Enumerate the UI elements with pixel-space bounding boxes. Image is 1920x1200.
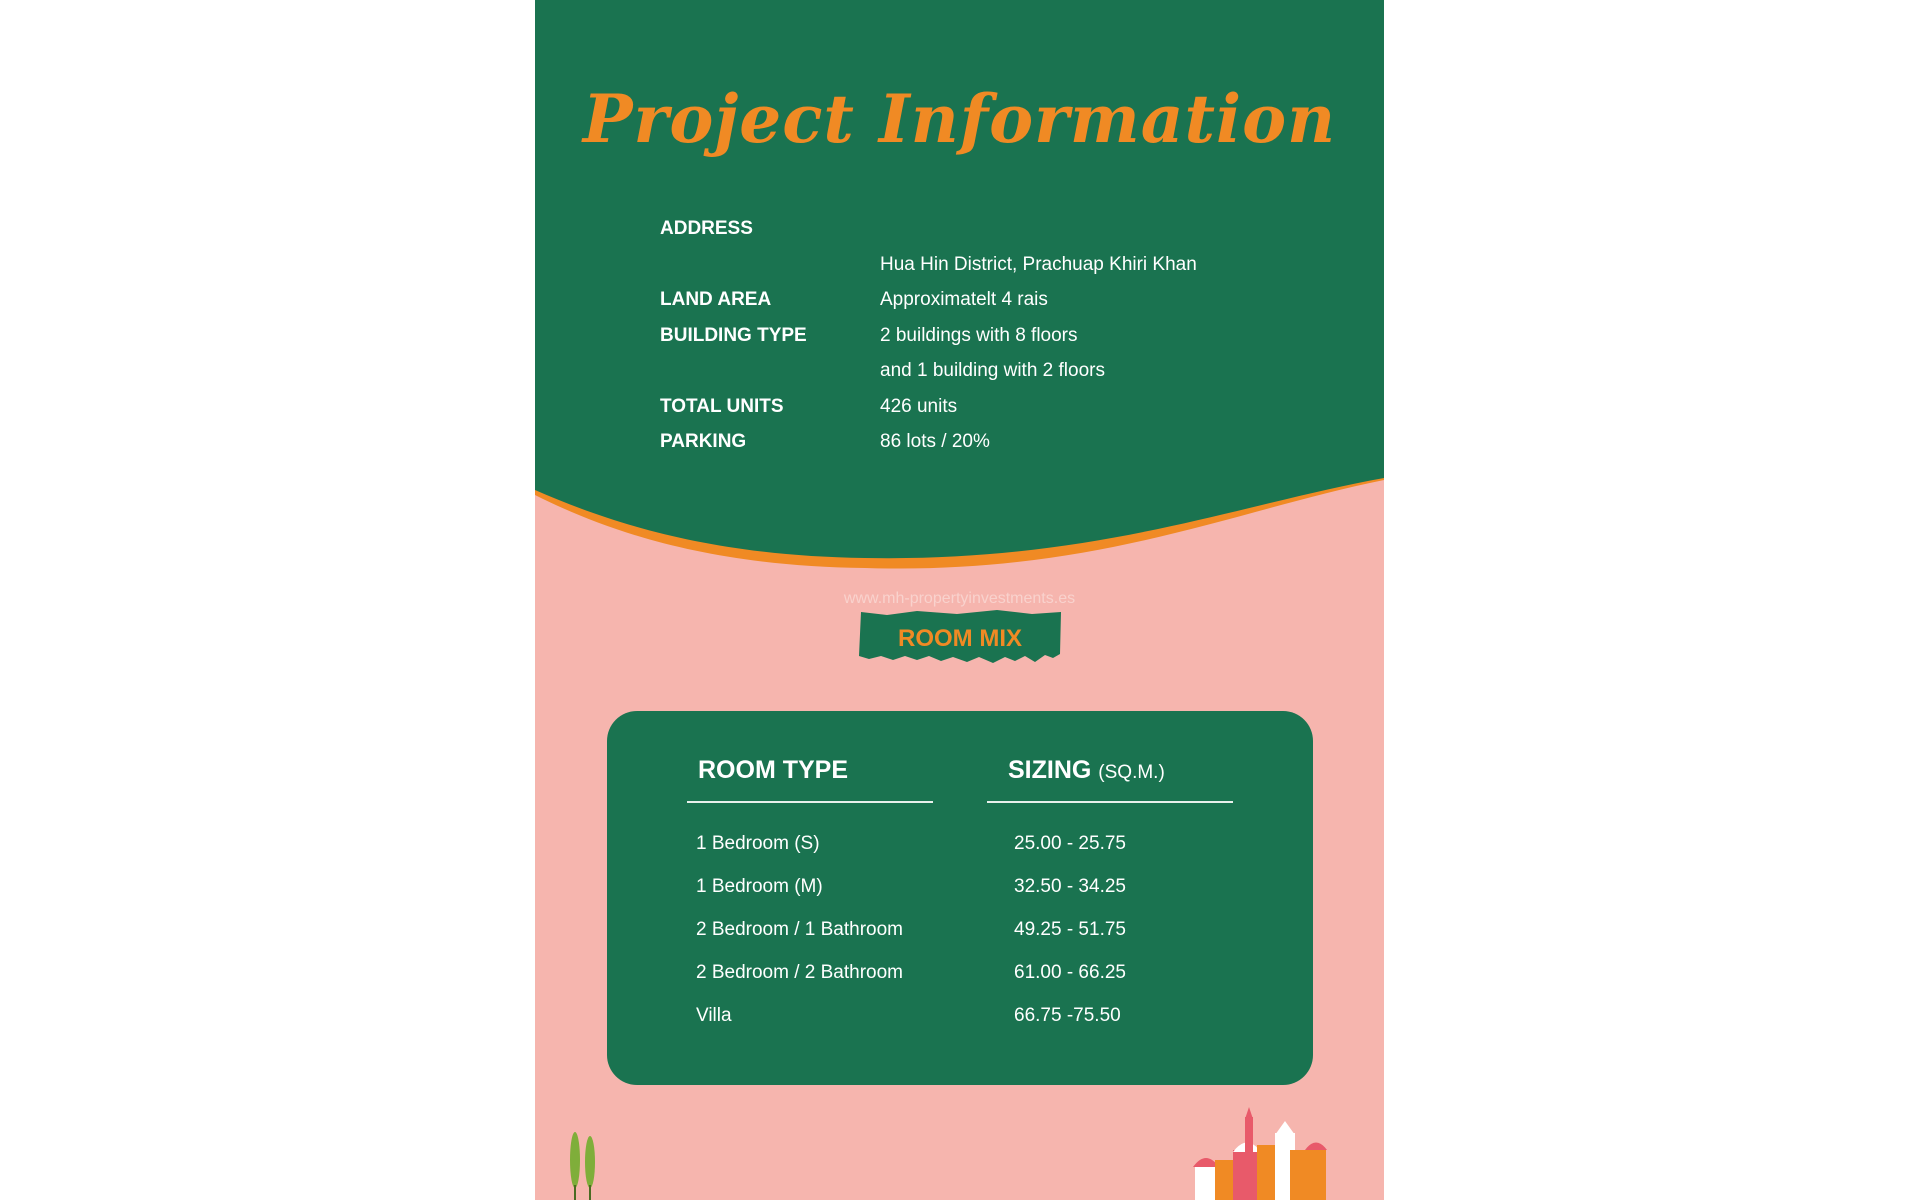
header-room-type: ROOM TYPE	[698, 756, 849, 784]
info-value: Approximatelt 4 rais	[880, 289, 1048, 310]
info-value: 86 lots / 20%	[880, 431, 990, 452]
info-value: Hua Hin District, Prachuap Khiri Khan	[880, 253, 1197, 275]
info-row-address-line	[660, 254, 1300, 290]
room-mix-table	[607, 711, 1313, 1085]
room-type-cell: 1 Bedroom (M)	[696, 876, 823, 897]
header-sizing-unit: (SQ.M.)	[1098, 762, 1165, 783]
info-label: ADDRESS	[660, 218, 753, 239]
header-rule-type	[687, 801, 933, 803]
page-title: Project Information	[582, 80, 1337, 158]
room-size-cell: 25.00 - 25.75	[1014, 833, 1126, 854]
room-type-cell: 2 Bedroom / 2 Bathroom	[696, 962, 903, 983]
room-type-cell: 1 Bedroom (S)	[696, 833, 820, 854]
info-label: LAND AREA	[660, 289, 772, 310]
info-row-total-units	[660, 396, 1300, 432]
info-row-building-type	[660, 325, 1300, 361]
info-row-parking	[660, 431, 1300, 467]
village-houses-illustration	[1185, 1105, 1355, 1200]
info-value: and 1 building with 2 floors	[880, 360, 1105, 381]
room-size-cell: 66.75 -75.50	[1014, 1005, 1121, 1026]
room-size-cell: 49.25 - 51.75	[1014, 919, 1126, 940]
room-type-cell: 2 Bedroom / 1 Bathroom	[696, 919, 903, 940]
info-value: 2 buildings with 8 floors	[880, 324, 1078, 346]
brochure-page	[535, 0, 1384, 1200]
info-row-address	[660, 218, 1300, 254]
header-sizing-label: SIZING	[1008, 756, 1092, 784]
room-mix-label: ROOM MIX	[898, 625, 1022, 652]
info-value: 426 units	[880, 395, 958, 417]
info-row-land-area	[660, 289, 1300, 325]
info-label: PARKING	[660, 431, 747, 452]
room-size-cell: 61.00 - 66.25	[1014, 962, 1126, 983]
info-label: TOTAL UNITS	[660, 395, 784, 417]
room-size-cell: 32.50 - 34.25	[1014, 876, 1126, 897]
room-mix-tag	[857, 610, 1063, 666]
room-type-cell: Villa	[696, 1005, 732, 1026]
info-row-building-type-cont	[660, 360, 1300, 396]
header-rule-sizing	[987, 801, 1233, 803]
info-label: BUILDING TYPE	[660, 324, 807, 346]
cypress-trees-illustration	[565, 1130, 605, 1200]
header-sizing	[1008, 756, 1165, 785]
watermark-url: www.mh-propertyinvestments.es	[843, 590, 1076, 607]
project-info-list	[660, 218, 1300, 467]
